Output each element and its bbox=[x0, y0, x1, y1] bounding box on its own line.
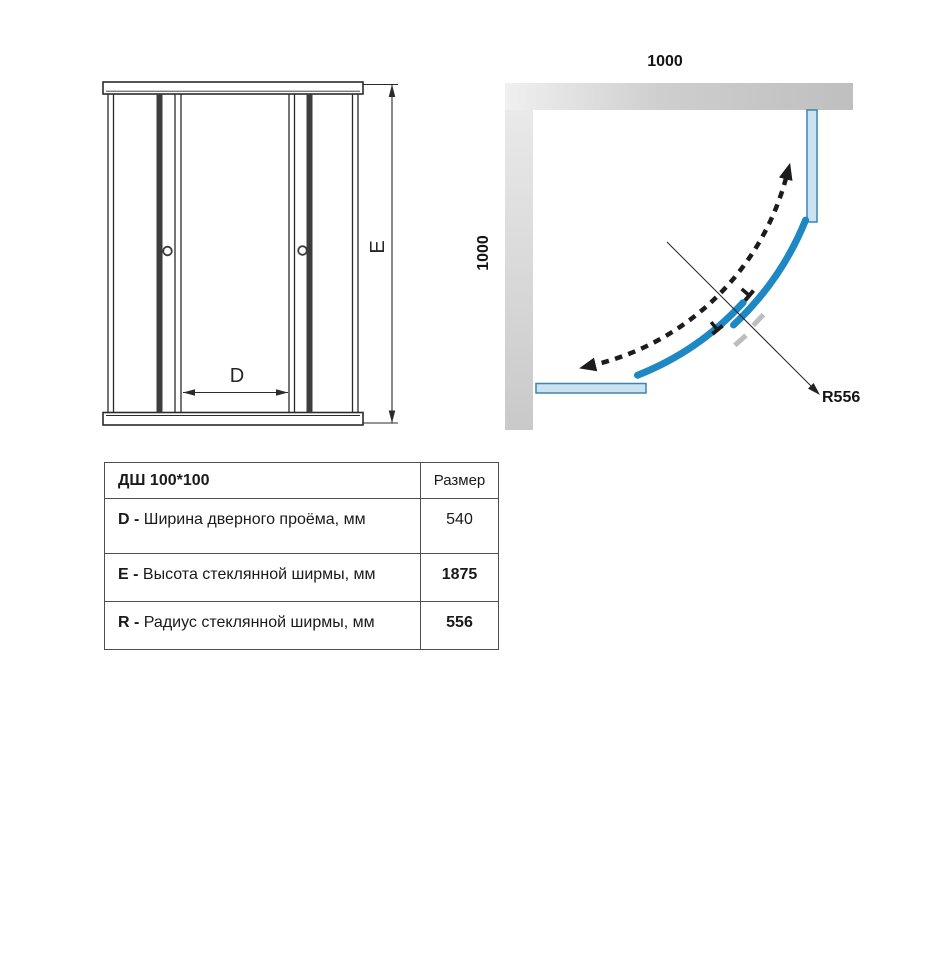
bottom-rail bbox=[103, 413, 363, 426]
row-e-key: E - bbox=[118, 566, 139, 583]
door-handle-left-icon bbox=[163, 247, 172, 256]
glass-panel-right bbox=[807, 110, 817, 222]
row-d-value: 540 bbox=[446, 511, 473, 528]
row-r-desc: Радиус стеклянной ширмы, мм bbox=[143, 614, 375, 631]
row-r-label bbox=[105, 602, 421, 650]
spec-table bbox=[104, 462, 499, 650]
row-e-label bbox=[105, 554, 421, 602]
row-e-desc: Высота стеклянной ширмы, мм bbox=[142, 566, 376, 583]
door-stile-left bbox=[157, 94, 163, 413]
row-e-value-cell bbox=[421, 554, 499, 602]
wall-left bbox=[505, 83, 533, 430]
table-size-header: Размер bbox=[421, 463, 499, 499]
dim-label-width-1000: 1000 bbox=[647, 53, 683, 70]
sliding-doors-arc bbox=[638, 220, 806, 375]
row-d-desc: Ширина дверного проёма, мм bbox=[143, 511, 366, 528]
top-view-drawing bbox=[505, 83, 853, 430]
dimension-d bbox=[183, 389, 288, 396]
row-e-value: 1875 bbox=[441, 566, 478, 583]
table-row-d bbox=[105, 499, 499, 554]
row-r-value: 556 bbox=[446, 614, 473, 631]
table-row-r bbox=[105, 602, 499, 650]
top-rail bbox=[103, 82, 363, 94]
door-stile-right bbox=[307, 94, 313, 413]
row-r-value-cell bbox=[421, 602, 499, 650]
table-header-row bbox=[105, 463, 499, 499]
row-d-value-cell bbox=[421, 499, 499, 554]
glass-panel-bottom bbox=[536, 384, 646, 394]
row-d-label bbox=[105, 499, 421, 554]
swing-path-arrows bbox=[594, 178, 786, 365]
dim-label-d: D bbox=[229, 365, 245, 387]
door-handle-right-icon bbox=[298, 246, 307, 255]
row-d-key: D - bbox=[118, 511, 140, 528]
radius-label: R556 bbox=[822, 389, 861, 406]
table-row-e bbox=[105, 554, 499, 602]
row-r-key: R - bbox=[118, 614, 140, 631]
dim-label-depth-1000: 1000 bbox=[475, 235, 492, 271]
wall-top bbox=[505, 83, 853, 110]
table-title: ДШ 100*100 bbox=[105, 463, 421, 499]
dim-label-e: E bbox=[367, 240, 389, 254]
